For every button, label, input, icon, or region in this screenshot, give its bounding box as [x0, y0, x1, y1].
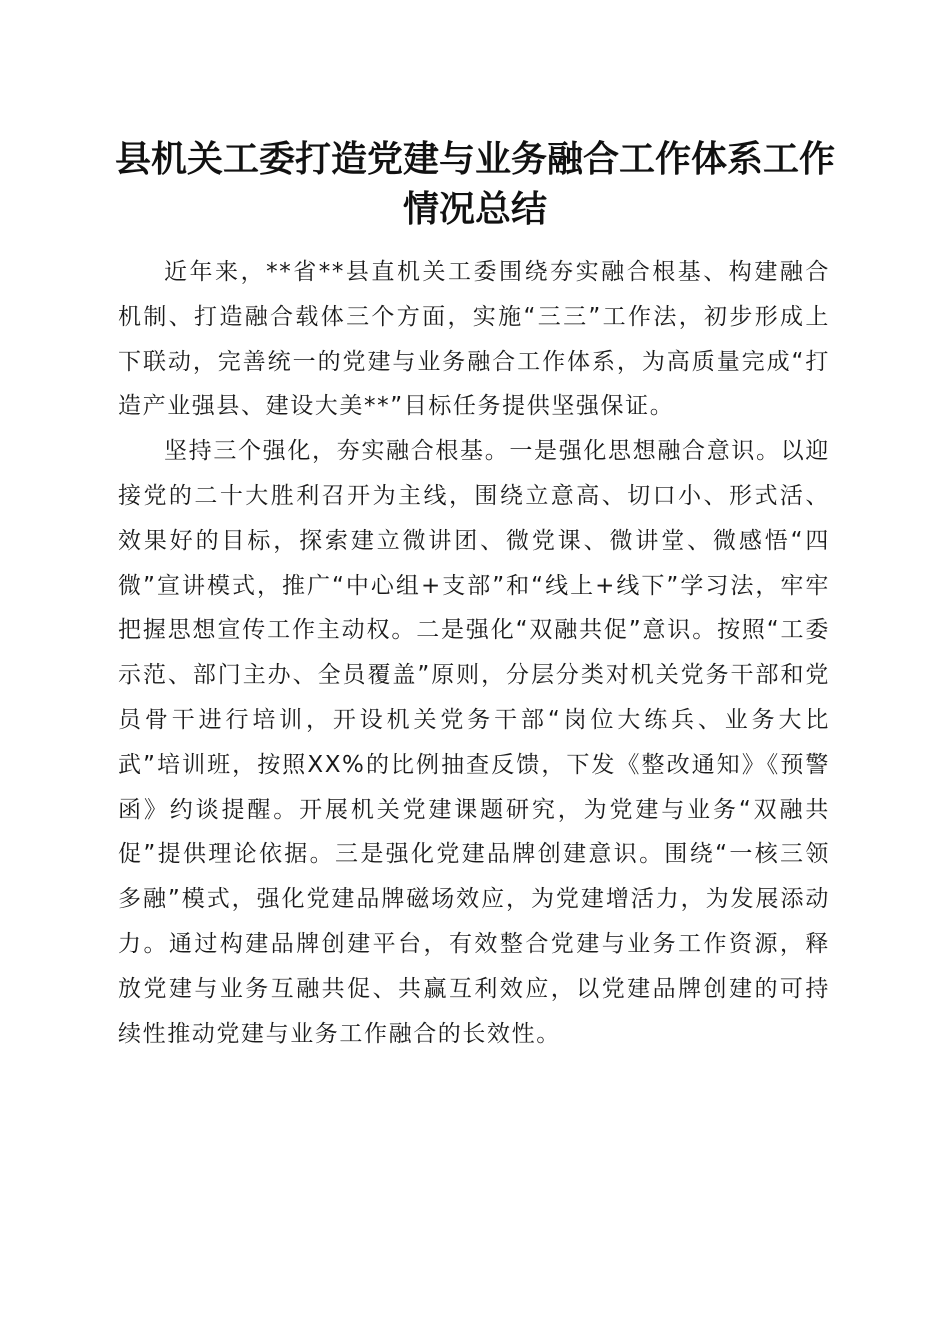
paragraph-intro: 近年来，**省**县直机关工委围绕夯实融合根基、构建融合机制、打造融合载体三个方面，实施“三三”工作法，初步形成上下联动，完善统一的党建与业务融合工作体系，为高质量完成“打造产业强县、建设大美**”目标任务提供坚强保证。	[118, 259, 830, 420]
document-title: 县机关工委打造党建与业务融合工作体系工作情况总结	[114, 138, 835, 230]
document-body	[118, 250, 830, 1056]
paragraph-strengthen: 坚持三个强化，夯实融合根基。一是强化思想融合意识。以迎接党的二十大胜利召开为主线，围绕立意高、切口小、形式活、效果好的目标，探索建立微讲团、微党课、微讲堂、微感悟“四微”宣讲模式，推广“中心组+支部”和“线上+线下”学习法，牢牢把握思想宣传工作主动权。二是强化“双融共促”意识。按照“工委示范、部门主办、全员覆盖”原则，分层分类对机关党务干部和党员骨干进行培训，开设机关党务干部“岗位大练兵、业务大比武”培训班，按照XX%的比例抽查反馈，下发《整改通知》《预警函》约谈提醒。开展机关党建课题研究，为党建与业务“双融共促”提供理论依据。三是强化党建品牌创建意识。围绕“一核三领多融”模式，强化党建品牌磁场效应，为党建增活力，为发展添动力。通过构建品牌创建平台，有效整合党建与业务工作资源，释放党建与业务互融共促、共赢互利效应，以党建品牌创建的可持续性推动党建与业务工作融合的长效性。	[118, 438, 830, 1047]
